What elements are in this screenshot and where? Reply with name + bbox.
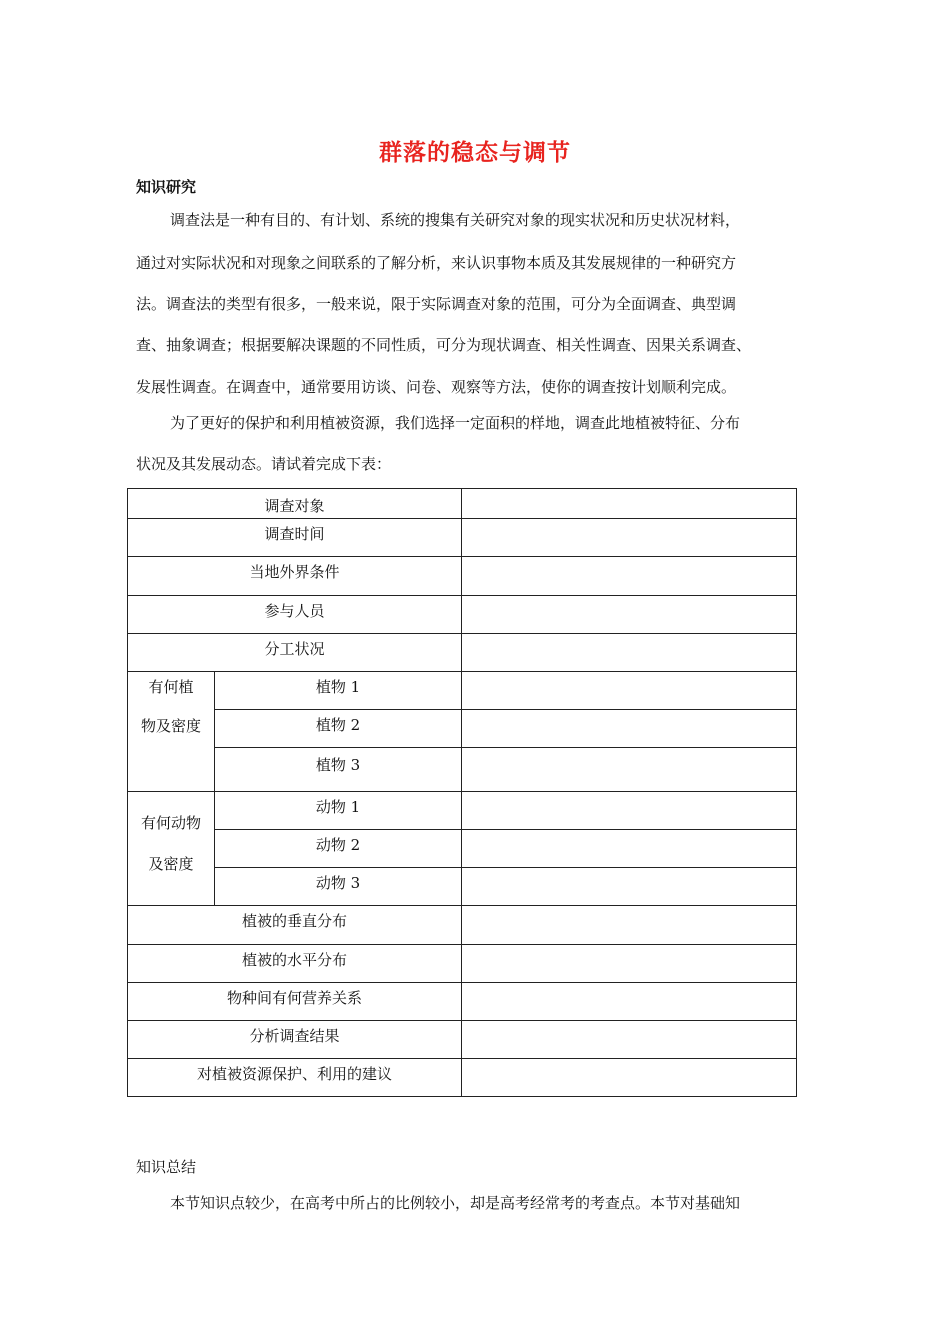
row-label: 参与人员 [264,602,325,620]
section-heading-research: 知识研究 [136,178,197,196]
table-label-cell [128,1021,462,1059]
answer-cell[interactable] [462,710,797,748]
row-label: 植被的水平分布 [241,951,347,969]
answer-cell[interactable] [462,830,797,868]
table-label-cell [215,748,462,792]
table-row [128,596,797,634]
table-label-cell [215,710,462,748]
row-label: 对植被资源保护、利用的建议 [196,1065,392,1083]
table-label-cell [128,1059,462,1097]
answer-cell[interactable] [462,748,797,792]
table-row [128,792,797,830]
answer-cell[interactable] [462,596,797,634]
answer-cell[interactable] [462,519,797,557]
table-label-cell [215,792,462,830]
paragraph-line: 法。调查法的类型有很多，一般来说，限于实际调查对象的范围，可分为全面调查、典型调 [136,295,737,313]
paragraph-line: 状况及其发展动态。请试着完成下表： [136,455,392,473]
table-row [128,868,797,906]
plant-label: 植物 3 [315,756,361,774]
answer-cell[interactable] [462,634,797,672]
plant-label: 植物 2 [315,716,361,734]
row-label: 调查时间 [264,525,325,543]
table-label-cell [128,906,462,945]
table-row [128,748,797,792]
table-row [128,489,797,519]
plants-group-cell [128,672,215,792]
row-label: 植被的垂直分布 [241,912,347,930]
table-row [128,634,797,672]
answer-cell[interactable] [462,1059,797,1097]
table-label-cell [128,519,462,557]
table-label-cell [128,634,462,672]
answer-cell[interactable] [462,868,797,906]
row-label: 调查对象 [264,497,325,515]
page-title: 群落的稳态与调节 [379,140,571,166]
row-label: 分工状况 [264,640,325,658]
animal-label: 动物 1 [315,798,361,816]
group-label-line2: 物及密度 [140,717,201,735]
answer-cell[interactable] [462,557,797,596]
plant-label: 植物 1 [315,678,361,696]
group-label-line1: 有何动物 [140,814,201,832]
answer-cell[interactable] [462,945,797,983]
group-label-line1: 有何植 [148,678,194,696]
table-label-cell [128,489,462,519]
group-label-line2: 及密度 [148,855,194,873]
table-label-cell [128,945,462,983]
answer-cell[interactable] [462,672,797,710]
table-row [128,830,797,868]
row-label: 物种间有何营养关系 [226,989,362,1007]
table-label-cell [215,868,462,906]
animal-label: 动物 2 [315,836,361,854]
row-label: 分析调查结果 [249,1027,340,1045]
paragraph-line: 为了更好的保护和利用植被资源，我们选择一定面积的样地，调查此地植被特征、分布 [170,414,741,432]
row-label: 当地外界条件 [249,563,340,581]
table-row [128,672,797,710]
summary-line: 本节知识点较少，在高考中所占的比例较小，却是高考经常考的考查点。本节对基础知 [170,1194,741,1212]
answer-cell[interactable] [462,489,797,519]
table-row [128,1021,797,1059]
table-row [128,519,797,557]
paragraph-line: 调查法是一种有目的、有计划、系统的搜集有关研究对象的现实状况和历史状况材料， [170,211,741,229]
answer-cell[interactable] [462,983,797,1021]
table-label-cell [215,672,462,710]
answer-cell[interactable] [462,906,797,945]
table-row [128,906,797,945]
table-row [128,945,797,983]
animal-label: 动物 3 [315,874,361,892]
paragraph-line: 通过对实际状况和对现象之间联系的了解分析，来认识事物本质及其发展规律的一种研究方 [136,254,737,272]
table-label-cell [128,983,462,1021]
paragraph-line: 查、抽象调查；根据要解决课题的不同性质，可分为现状调查、相关性调查、因果关系调查、 [136,336,752,354]
answer-cell[interactable] [462,792,797,830]
paragraph-line: 发展性调查。在调查中，通常要用访谈、问卷、观察等方法，使你的调查按计划顺利完成。 [136,378,737,396]
section-heading-summary: 知识总结 [136,1158,197,1176]
answer-cell[interactable] [462,1021,797,1059]
table-label-cell [128,557,462,596]
table-row [128,983,797,1021]
survey-table [127,488,797,1097]
animals-group-cell [128,792,215,906]
table-row [128,710,797,748]
table-label-cell [128,596,462,634]
table-row [128,557,797,596]
table-row [128,1059,797,1097]
table-label-cell [215,830,462,868]
